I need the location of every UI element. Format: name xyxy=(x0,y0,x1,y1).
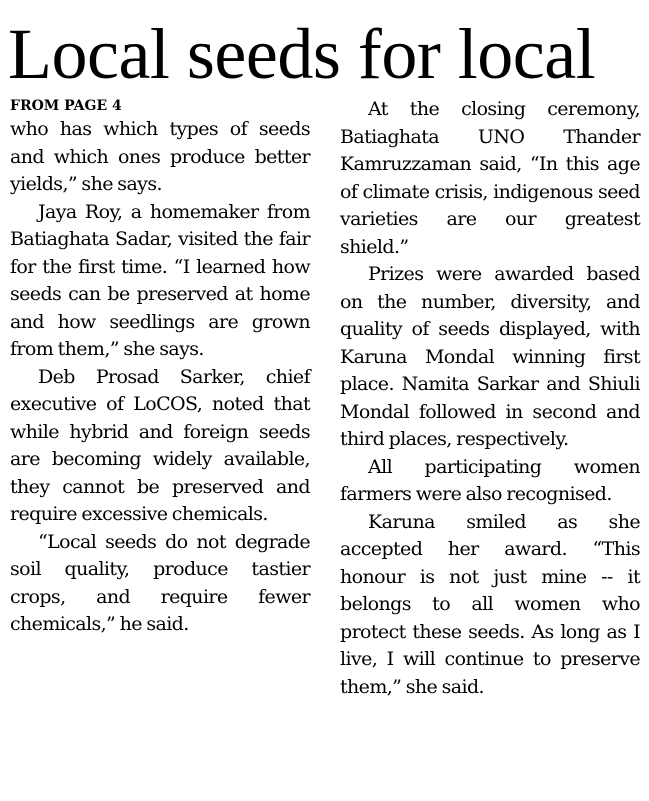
paragraph: All participating women farmers were also recognised. xyxy=(340,455,640,505)
paragraph: Deb Prosad Sarker, chief executive of LoCOS, noted that while hybrid and foreign seeds are becoming widely available, they cannot be preserved and require excessive chemicals. xyxy=(10,365,310,525)
paragraph: Jaya Roy, a homemaker from Batiaghata Sadar, visited the fair for the first time. “I learned how seeds can be preserved at home and how seedlings are grown from them,” she says. xyxy=(10,200,310,360)
paragraph: who has which types of seeds and which ones produce better yields,” she says. xyxy=(10,118,310,195)
paragraph: Prizes were awarded based on the number, diversity, and quality of seeds displayed, with Karuna Mondal winning first place. Namita Sarkar and Shiuli Mondal followed in second and third places, respectively. xyxy=(340,263,640,450)
article-column-right xyxy=(340,96,640,701)
paragraph: Karuna smiled as she accepted her award. “This honour is not just mine -- it belongs to all women who protect these seeds. As long as I live, I will continue to preserve them,” she said. xyxy=(340,510,640,698)
paragraph: “Local seeds do not degrade soil quality, produce tastier crops, and require fewer chemicals,” he said. xyxy=(10,530,310,635)
paragraph: At the closing ceremony, Batiaghata UNO Thander Kamruzzaman said, “In this age of climate crisis, indigenous seed varieties are our greatest shield.” xyxy=(340,98,640,258)
article-column-left xyxy=(10,96,310,639)
headline: Local seeds for local xyxy=(8,14,596,94)
continuation-kicker: FROM PAGE 4 xyxy=(10,98,122,114)
